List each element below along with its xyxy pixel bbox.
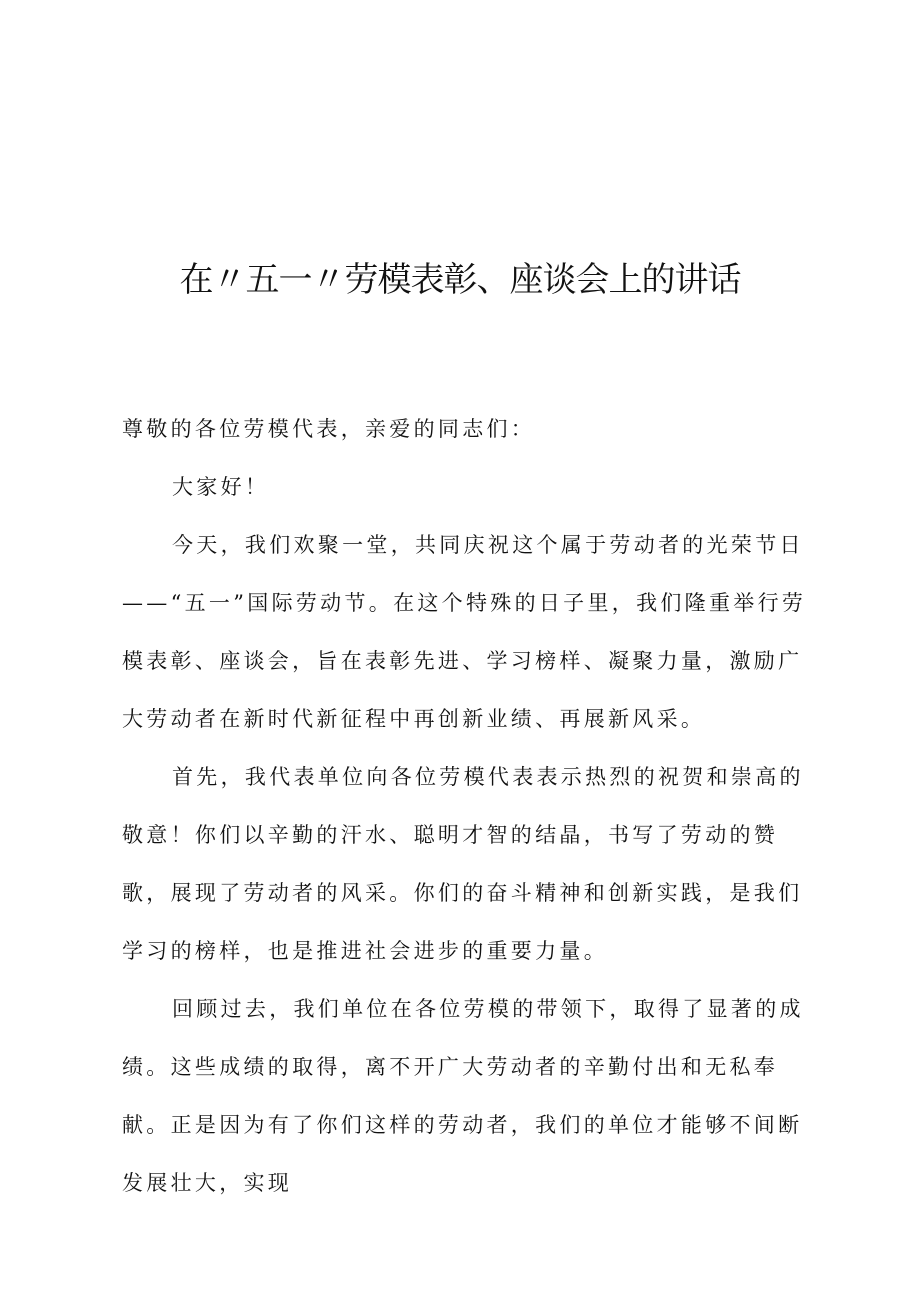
document-title: 在〃五一〃劳模表彰、座谈会上的讲话: [179, 260, 741, 300]
paragraph-intro: 今天，我们欢聚一堂，共同庆祝这个属于劳动者的光荣节日——“五一”国际劳动节。在这个特殊的日子里，我们隆重举行劳模表彰、座谈会，旨在表彰先进、学习榜样、凝聚力量，激励广大劳动者在新时代新征程中再创新业绩、再展新风采。: [122, 533, 807, 731]
paragraph-review: 回顾过去，我们单位在各位劳模的带领下，取得了显著的成绩。这些成绩的取得，离不开广大劳动者的辛勤付出和无私奉献。正是因为有了你们这样的劳动者，我们的单位才能够不间断发展壮大，实现: [122, 997, 804, 1195]
paragraph-tribute: 首先，我代表单位向各位劳模代表表示热烈的祝贺和崇高的敬意！你们以辛勤的汗水、聪明才智的结晶，书写了劳动的赞歌，展现了劳动者的风采。你们的奋斗精神和创新实践，是我们学习的榜样，也是推进社会进步的重要力量。: [122, 765, 804, 963]
document-body: [122, 400, 822, 1212]
salutation: 尊敬的各位劳模代表，亲爱的同志们：: [122, 417, 536, 441]
paragraph-greeting: 大家好！: [172, 475, 270, 499]
